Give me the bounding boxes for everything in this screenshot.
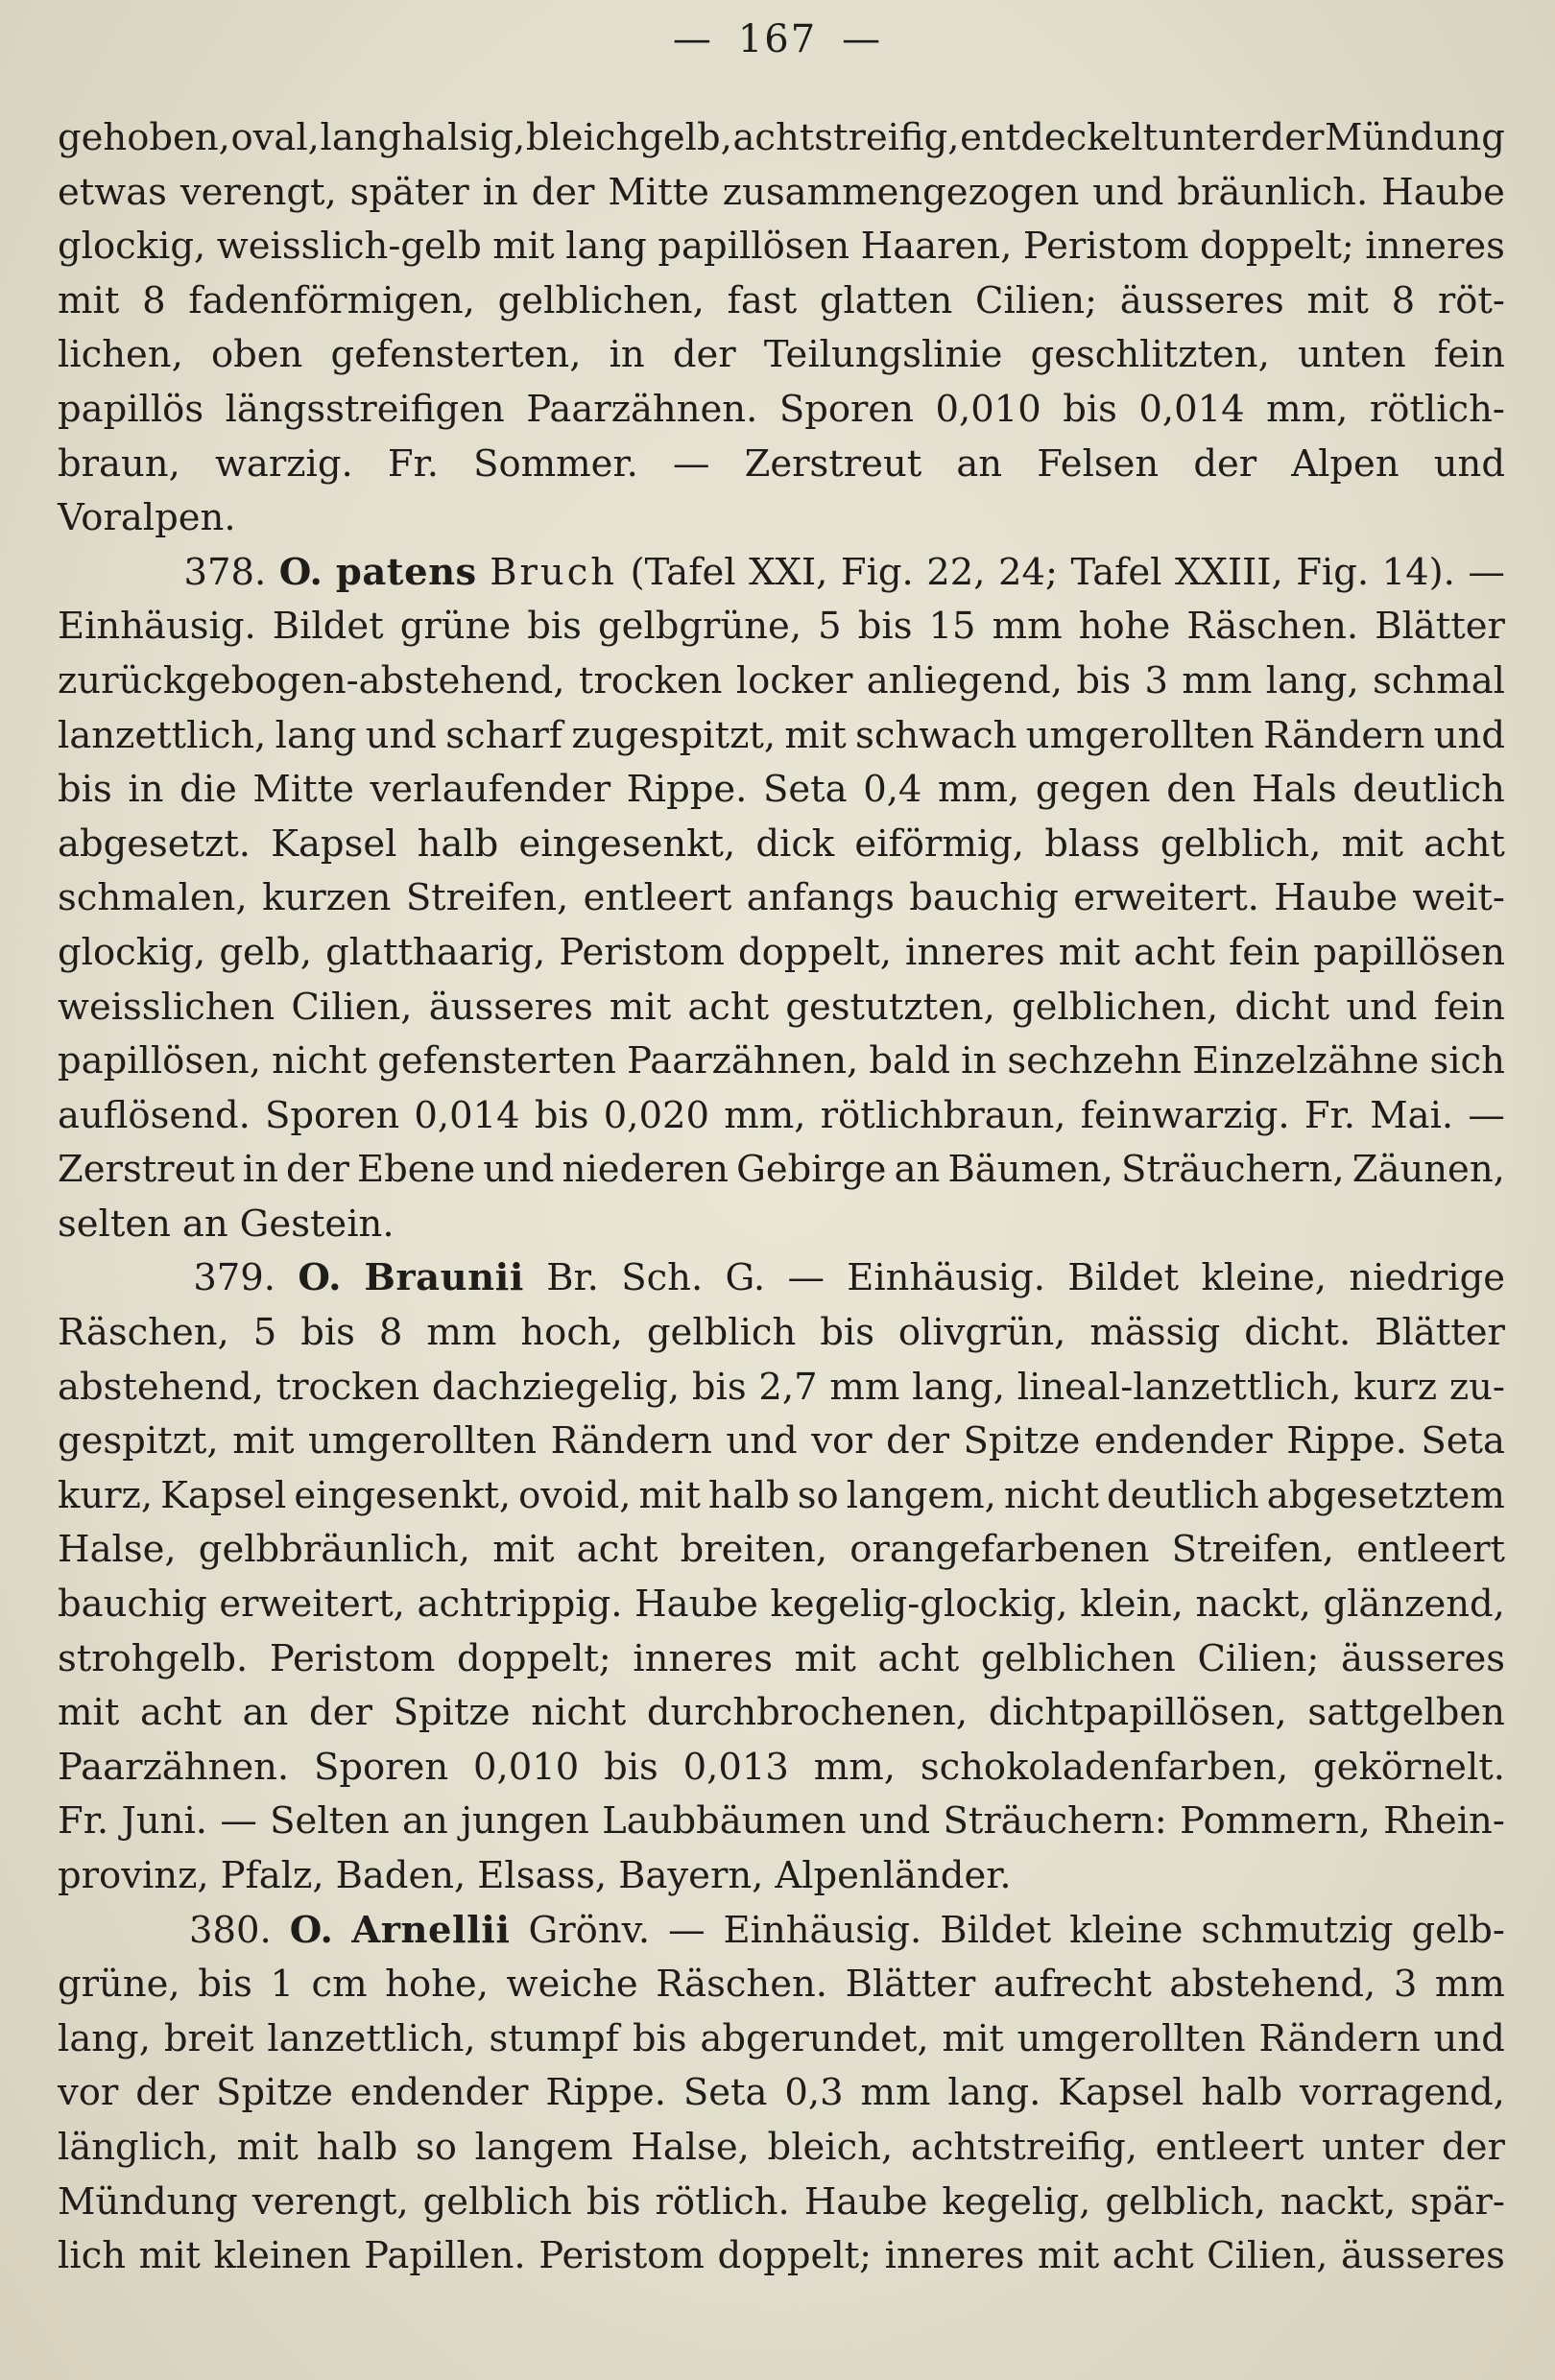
text-line: papillös längsstreifigen Paarzähnen. Sporen 0,010 bis 0,014 mm, rötlich- xyxy=(58,387,1505,431)
page-number-header xyxy=(0,17,1555,61)
text-line: gespitzt, mit umgerollten Rändern und vor der Spitze endender Rippe. Seta xyxy=(58,1419,1505,1464)
text-line: schmalen, kurzen Streifen, entleert anfangs bauchig erweitert. Haube weit- xyxy=(58,876,1505,920)
text-line: braun, warzig. Fr. Sommer. — Zerstreut an Felsen der Alpen und xyxy=(58,441,1505,486)
text-line: grüne, bis 1 cm hohe, weiche Räschen. Blätter aufrecht abstehend, 3 mm xyxy=(58,1963,1505,2007)
text-line: Halse, gelbbräunlich, mit acht breiten, orangefarbenen Streifen, entleert xyxy=(58,1528,1505,1572)
text-line: länglich, mit halb so langem Halse, bleich, achtstreifig, entleert unter der xyxy=(58,2125,1505,2169)
text-line: Zerstreut in der Ebene und niederen Gebirge an Bäumen, Sträuchern, Zäunen, xyxy=(58,1148,1505,1192)
body-text xyxy=(58,111,1505,2284)
text-line: lanzettlich, lang und scharf zugespitzt, mit schwach umgerollten Rändern und xyxy=(58,713,1505,757)
text-line: glockig, weisslich-gelb mit lang papillösen Haaren, Peristom doppelt; inneres xyxy=(58,225,1505,269)
text-line: strohgelb. Peristom doppelt; inneres mit acht gelblichen Cilien; äusseres xyxy=(58,1636,1505,1680)
text-line: Einhäusig. Bildet grüne bis gelbgrüne, 5 bis 15 mm hohe Räschen. Blätter xyxy=(58,605,1505,649)
text-line: Paarzähnen. Sporen 0,010 bis 0,013 mm, schokoladenfarben, gekörnelt. xyxy=(58,1745,1505,1789)
text-line: zurückgebogen-abstehend, trocken locker anliegend, bis 3 mm lang, schmal xyxy=(58,658,1505,702)
text-line: kurz, Kapsel eingesenkt, ovoid, mit halb so langem, nicht deutlich abgesetztem xyxy=(58,1473,1505,1517)
text-line: 378. O. patens Bruch (Tafel XXI, Fig. 22, 24; Tafel XXIII, Fig. 14). — xyxy=(183,550,1505,594)
text-line: mit acht an der Spitze nicht durchbrochenen, dichtpapillösen, sattgelben xyxy=(58,1691,1505,1735)
page-number: 167 xyxy=(737,17,818,61)
text-line: Voralpen. xyxy=(58,496,236,540)
text-line: Fr. Juni. — Selten an jungen Laubbäumen und Sträuchern: Pommern, Rhein- xyxy=(58,1799,1505,1844)
text-line: mit 8 fadenförmigen, gelblichen, fast glatten Cilien; äusseres mit 8 röt- xyxy=(58,278,1505,322)
text-line: lichen, oben gefensterten, in der Teilungslinie geschlitzten, unten fein xyxy=(58,333,1505,377)
text-line: bauchig erweitert, achtrippig. Haube kegelig-glockig, klein, nackt, glänzend, xyxy=(58,1583,1505,1627)
text-line: Mündung verengt, gelblich bis rötlich. Haube kegelig, gelblich, nackt, spär- xyxy=(58,2179,1505,2224)
text-line: glockig, gelb, glatthaarig, Peristom doppelt, inneres mit acht fein papillösen xyxy=(58,930,1505,974)
text-line: Räschen, 5 bis 8 mm hoch, gelblich bis olivgrün, mässig dicht. Blätter xyxy=(58,1311,1505,1355)
text-line: lang, breit lanzettlich, stumpf bis abgerundet, mit umgerollten Rändern und xyxy=(58,2016,1505,2060)
text-line: gehoben, oval, langhalsig, bleichgelb, achtstreifig, entdeckelt unter der Mündung xyxy=(58,116,1505,159)
text-line: papillösen, nicht gefensterten Paarzähnen, bald in sechzehn Einzelzähne sich xyxy=(58,1039,1505,1083)
text-line: etwas verengt, später in der Mitte zusammengezogen und bräunlich. Haube xyxy=(58,170,1505,214)
text-line: auflösend. Sporen 0,014 bis 0,020 mm, rötlichbraun, feinwarzig. Fr. Mai. — xyxy=(58,1093,1505,1137)
text-line: bis in die Mitte verlaufender Rippe. Seta 0,4 mm, gegen den Hals deutlich xyxy=(58,768,1505,812)
text-line: 380. O. Arnellii Grönv. — Einhäusig. Bildet kleine schmutzig gelb- xyxy=(188,1908,1505,1952)
text-line: lich mit kleinen Papillen. Peristom doppelt; inneres mit acht Cilien, äusseres xyxy=(58,2234,1505,2278)
text-line: vor der Spitze endender Rippe. Seta 0,3 mm lang. Kapsel halb vorragend, xyxy=(58,2071,1505,2115)
text-line: provinz, Pfalz, Baden, Elsass, Bayern, Alpenländer. xyxy=(58,1854,1012,1897)
header-dash-left: — xyxy=(672,17,713,61)
text-line: weisslichen Cilien, äusseres mit acht gestutzten, gelblichen, dicht und fein xyxy=(58,985,1505,1029)
text-line: abstehend, trocken dachziegelig, bis 2,7 mm lang, lineal-lanzettlich, kurz zu- xyxy=(58,1365,1505,1409)
text-line: abgesetzt. Kapsel halb eingesenkt, dick eiförmig, blass gelblich, mit acht xyxy=(58,821,1505,866)
text-line: 379. O. Braunii Br. Sch. G. — Einhäusig. Bildet kleine, niedrige xyxy=(193,1256,1505,1300)
text-line: selten an Gestein. xyxy=(58,1202,395,1246)
header-dash-right: — xyxy=(842,17,883,61)
